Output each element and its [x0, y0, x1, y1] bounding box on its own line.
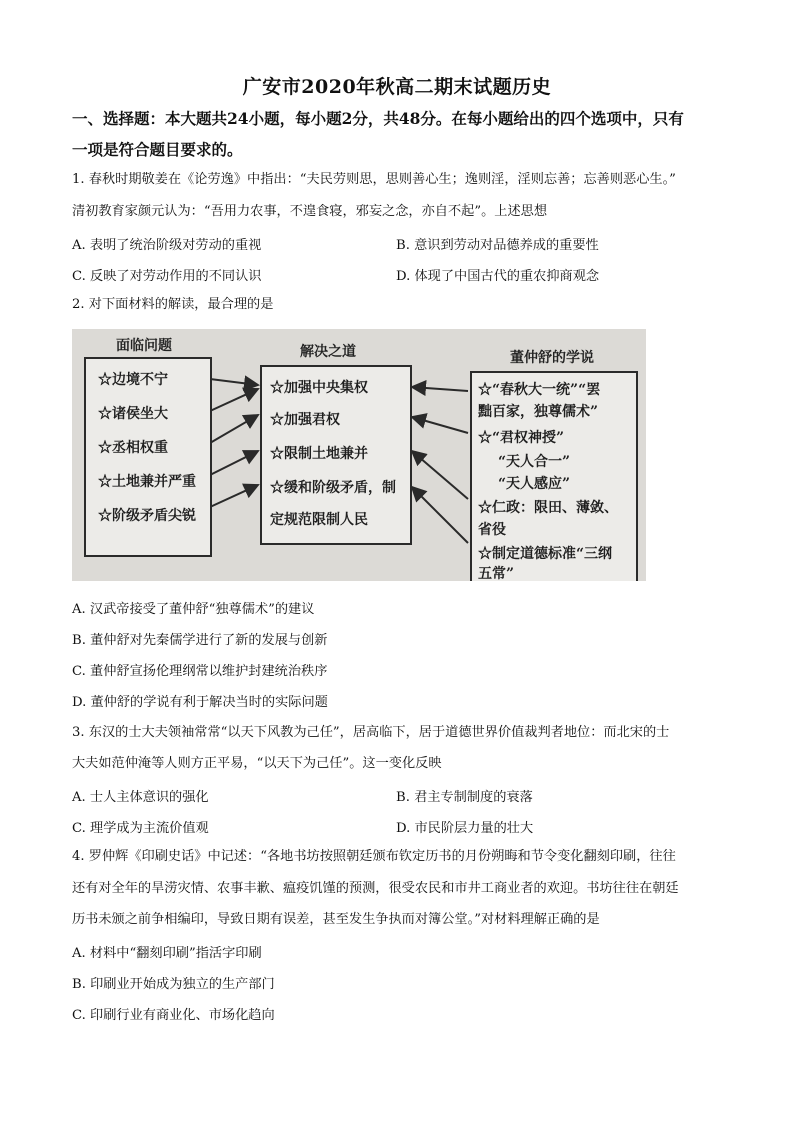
col2-item: ☆加强君权	[270, 412, 340, 428]
arrow-4	[210, 451, 258, 475]
col1-item: ☆丞相权重	[98, 440, 168, 456]
arrow-5	[210, 485, 258, 507]
q1-stem-line-2: 清初教育家颜元认为：“吾用力农事，不遑食寝，邪妄之念，亦自不起”。上述思想	[72, 204, 548, 219]
col3-item: “天人合一”	[498, 454, 571, 470]
arrow-8	[412, 451, 468, 499]
q4-option-b: B. 印刷业开始成为独立的生产部门	[72, 977, 275, 992]
q4-stem-line-1: 4. 罗仲辉《印刷史话》中记述：“各地书坊按照朝廷颁布钦定历书的月份朔晦和节令变化翻刻印刷，往往	[72, 849, 676, 864]
q3-stem-line-1: 3. 东汉的士大夫领袖常常“以天下风教为己任”，居高临下，居于道德世界价值裁判者地位：而北宋的士	[72, 725, 670, 740]
col3-item: 黜百家，独尊儒术”	[478, 404, 599, 420]
col2-box	[260, 365, 412, 545]
col1-box	[84, 357, 212, 557]
col1-item: ☆诸侯坐大	[98, 406, 168, 422]
col3-item: “天人感应”	[498, 476, 571, 492]
section-heading	[72, 103, 727, 165]
arrow-9	[412, 487, 468, 543]
q4-stem-line-2: 还有对全年的旱涝灾情、农事丰歉、瘟疫饥馑的预测，很受农民和市井工商业者的欢迎。书坊往往在朝廷	[72, 881, 679, 896]
q2-option-c: C. 董仲舒宣扬伦理纲常以维护封建统治秩序	[72, 664, 328, 679]
col3-item: ☆“君权神授”	[478, 430, 565, 446]
q2-option-a: A. 汉武帝接受了董仲舒“独尊儒术”的建议	[72, 602, 315, 617]
col1-item: ☆边境不宁	[98, 372, 168, 388]
col3-heading: 董仲舒的学说	[510, 350, 594, 366]
col1-item: ☆阶级矛盾尖锐	[98, 508, 196, 524]
arrow-2	[210, 389, 258, 411]
q3-option-d: D. 市民阶层力量的壮大	[396, 821, 534, 836]
q2-stem: 2. 对下面材料的解读，最合理的是	[72, 297, 274, 312]
arrow-7	[412, 417, 468, 433]
page-title: 广安市2020年秋高二期末试题历史	[242, 76, 552, 98]
arrow-6	[412, 387, 468, 391]
arrow-1	[210, 379, 258, 385]
col3-item: ☆“春秋大一统”“罢	[478, 382, 601, 398]
col2-item: ☆加强中央集权	[270, 380, 368, 396]
col1-item: ☆土地兼并严重	[98, 474, 196, 490]
col1-heading: 面临问题	[116, 338, 172, 354]
section-heading-line-2: 一项是符合题目要求的。	[72, 140, 243, 159]
q1-stem-line-1: 1. 春秋时期敬姜在《论劳逸》中指出：“夫民劳则思，思则善心生；逸则淫，淫则忘善；忘善则恶心生。”	[72, 172, 676, 187]
q1-option-d: D. 体现了中国古代的重农抑商观念	[396, 269, 600, 284]
q1-option-b: B. 意识到劳动对品德养成的重要性	[396, 238, 599, 253]
q2-figure	[72, 329, 646, 581]
col2-heading: 解决之道	[300, 344, 356, 360]
q3-option-a: A. 士人主体意识的强化	[72, 790, 209, 805]
col2-item: ☆限制土地兼并	[270, 446, 368, 462]
q1-option-c: C. 反映了对劳动作用的不同认识	[72, 269, 262, 284]
q4-option-c: C. 印刷行业有商业化、市场化趋向	[72, 1008, 275, 1023]
col2-item: 定规范限制人民	[270, 512, 368, 528]
q3-stem-line-2: 大夫如范仲淹等人则方正平易，“以天下为己任”。这一变化反映	[72, 756, 442, 771]
col3-item: ☆制定道德标准“三纲	[478, 546, 613, 562]
col2-item: ☆缓和阶级矛盾，制	[270, 480, 396, 496]
q3-option-b: B. 君主专制制度的衰落	[396, 790, 533, 805]
q3-option-c: C. 理学成为主流价值观	[72, 821, 209, 836]
q4-option-a: A. 材料中“翻刻印刷”指活字印刷	[72, 946, 262, 961]
q2-option-b: B. 董仲舒对先秦儒学进行了新的发展与创新	[72, 633, 328, 648]
q4-stem-line-3: 历书未颁之前争相编印，导致日期有误差，甚至发生争执而对簿公堂。”对材料理解正确的是	[72, 912, 600, 927]
section-heading-line-1: 一、选择题：本大题共24小题，每小题2分，共48分。在每小题给出的四个选项中，只有	[72, 109, 684, 128]
q2-option-d: D. 董仲舒的学说有利于解决当时的实际问题	[72, 695, 328, 710]
col3-item: ☆仁政：限田、薄敛、	[478, 500, 618, 516]
col3-item: 省役	[478, 522, 506, 538]
q1-option-a: A. 表明了统治阶级对劳动的重视	[72, 238, 262, 253]
col3-box	[470, 371, 638, 581]
col3-item: 五常”	[478, 566, 515, 581]
arrow-3	[210, 415, 258, 443]
